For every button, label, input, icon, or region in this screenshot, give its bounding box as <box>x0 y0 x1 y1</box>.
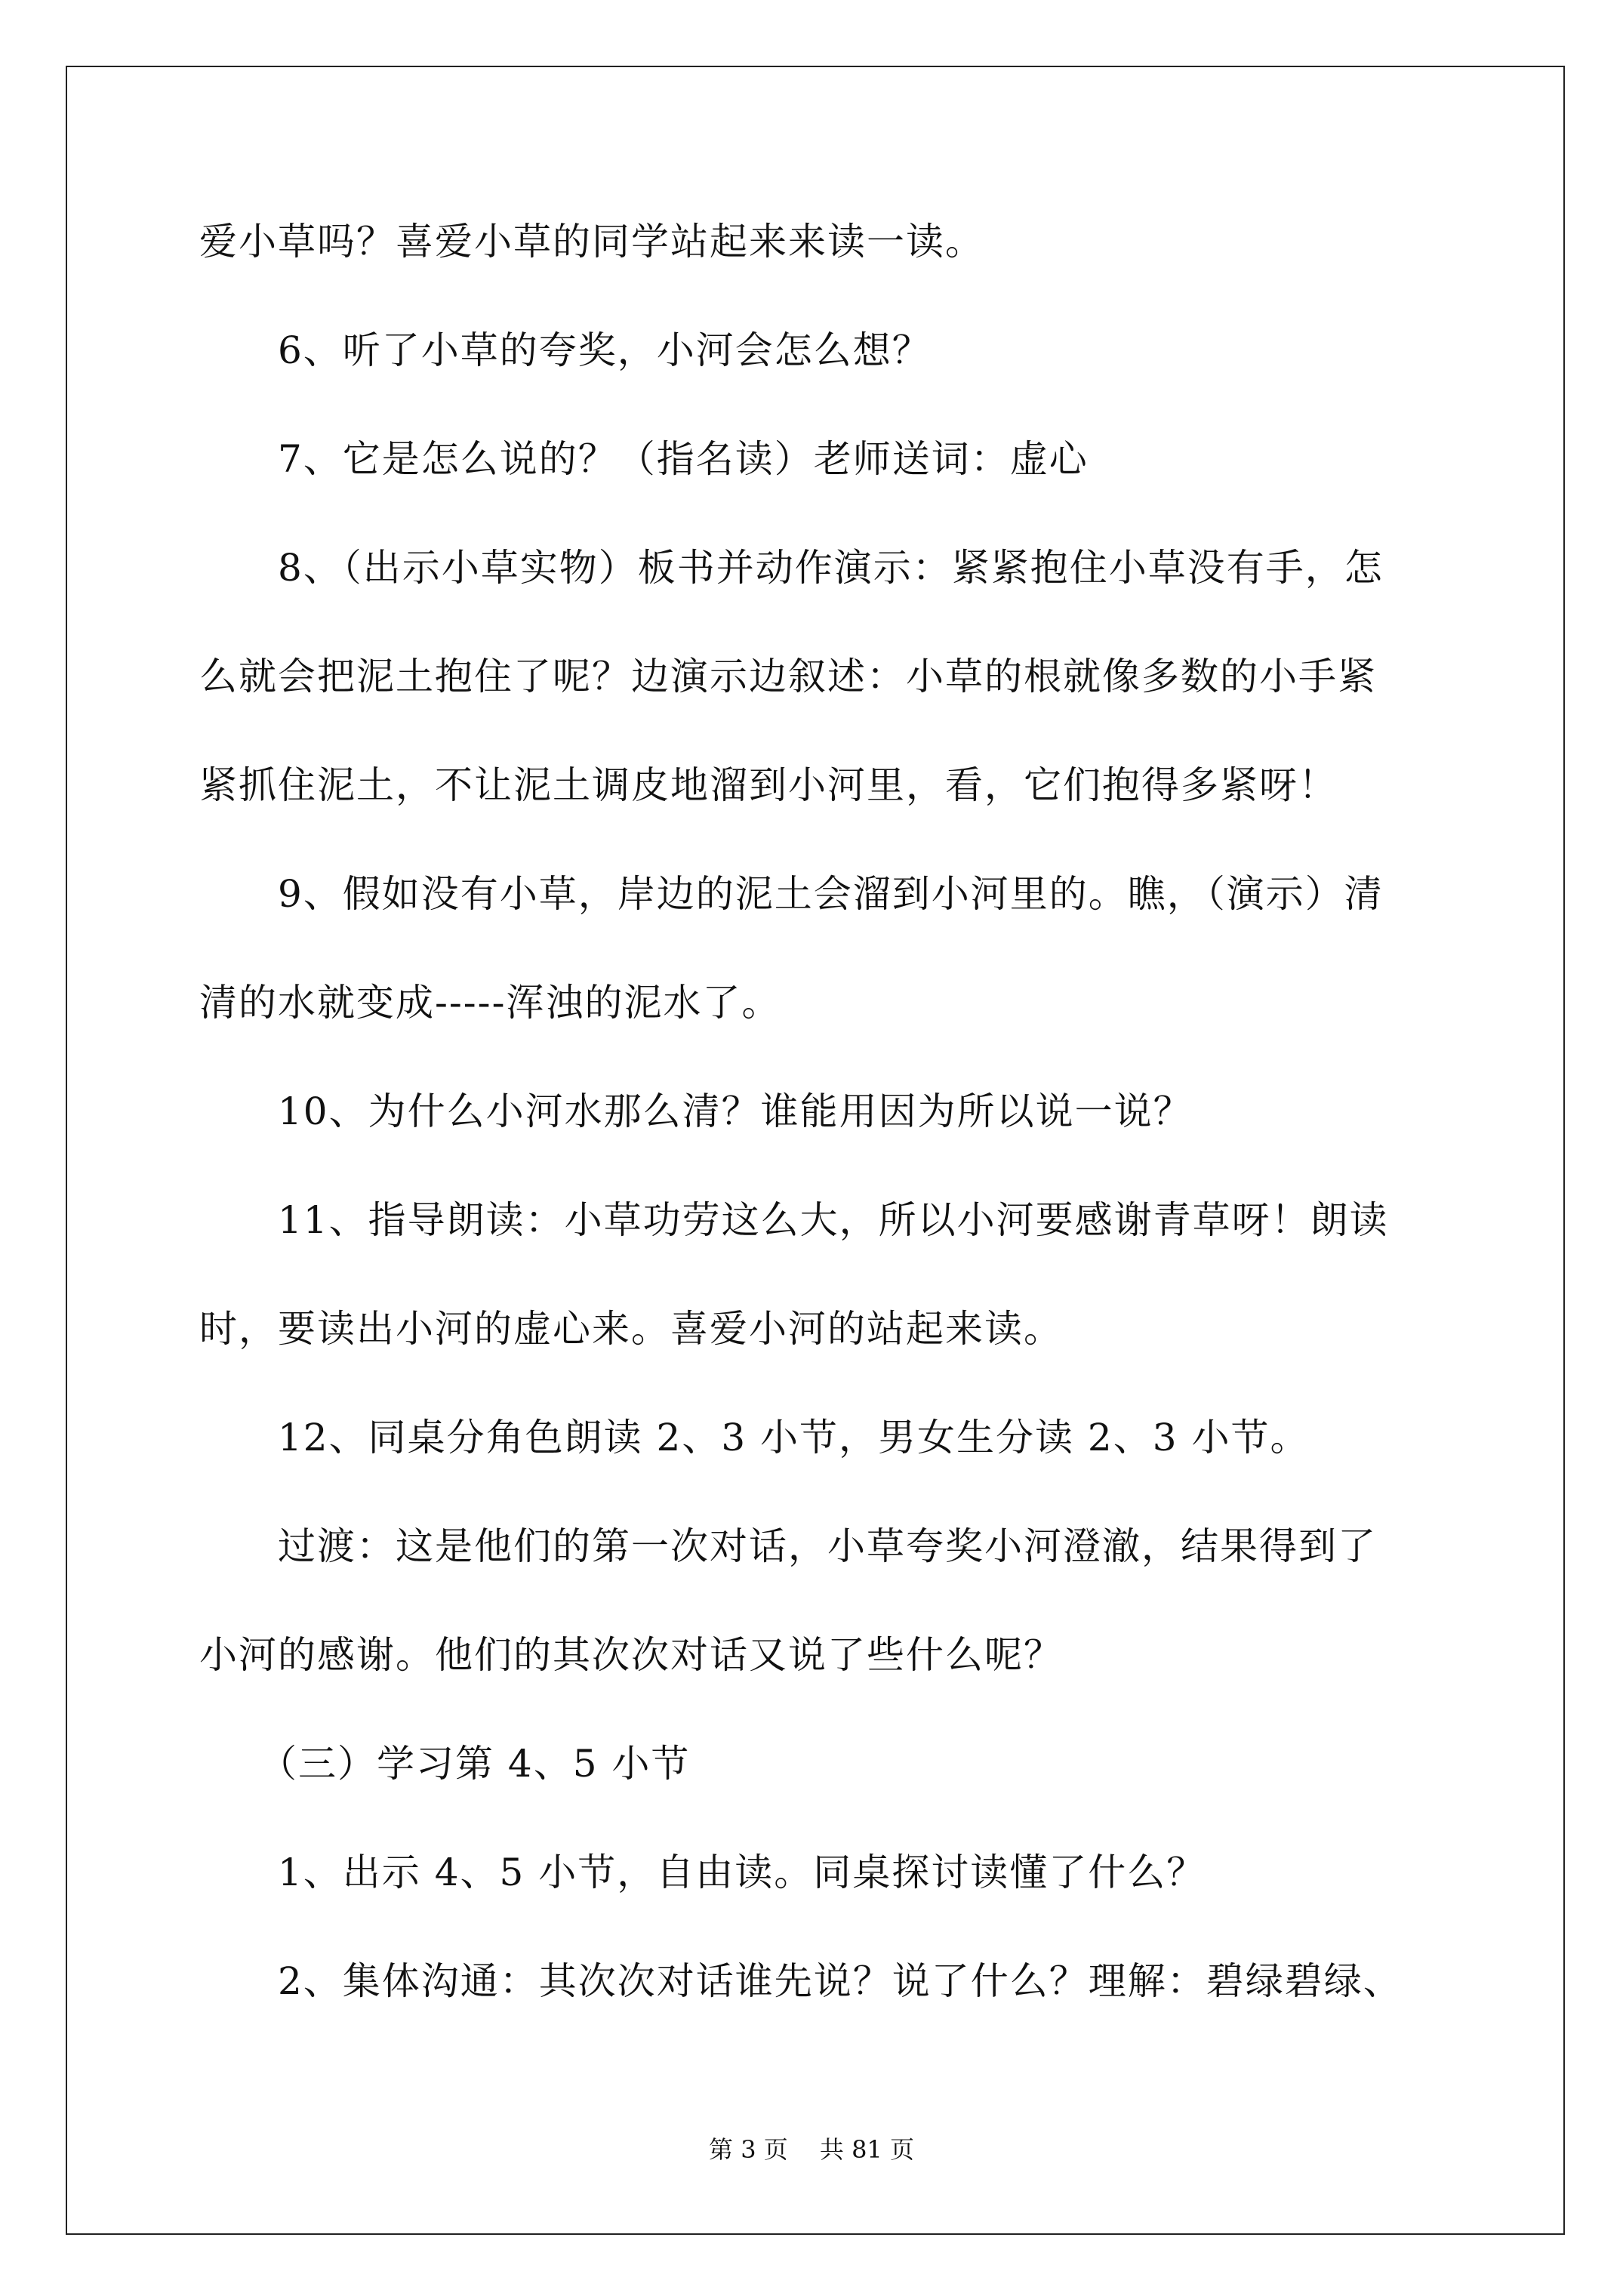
text-line: 爱小草吗？喜爱小草的同学站起来来读一读。 <box>199 220 984 264</box>
text-line: 小河的感谢。他们的其次次对话又说了些什么呢？ <box>199 1633 1063 1677</box>
text-line: 时，要读出小河的虚心来。喜爱小河的站起来读。 <box>199 1307 1063 1351</box>
text-line: 1、出示 4、5 小节，自由读。同桌探讨读懂了什么？ <box>199 1851 1206 1894</box>
text-line: 7、它是怎么说的？（指名读）老师送词：虚心 <box>199 437 1089 481</box>
section-heading: （三）学习第 4、5 小节 <box>199 1742 691 1786</box>
text-line: 9、假如没有小草，岸边的泥土会溜到小河里的。瞧，（演示）清 <box>199 872 1384 916</box>
text-line: 11、指导朗读：小草功劳这么大，所以小河要感谢青草呀！朗读 <box>199 1198 1389 1242</box>
text-line: 么就会把泥土抱住了呢？边演示边叙述：小草的根就像多数的小手紧 <box>199 655 1377 698</box>
text-line: 8、（出示小草实物）板书并动作演示：紧紧抱住小草没有手，怎 <box>199 546 1384 590</box>
text-line: 过渡：这是他们的第一次对话，小草夸奖小河澄澈，结果得到了 <box>199 1524 1377 1568</box>
text-line: 10、为什么小河水那么清？谁能用因为所以说一说？ <box>199 1089 1193 1133</box>
page-border <box>66 66 1565 2235</box>
page-number-footer: 第 3 页 共 81 页 <box>709 2135 914 2164</box>
text-line: 紧抓住泥土，不让泥土调皮地溜到小河里，看，它们抱得多紧呀！ <box>199 763 1338 807</box>
text-line: 2、集体沟通：其次次对话谁先说？说了什么？理解：碧绿碧绿、 <box>199 1959 1403 2003</box>
text-line: 6、听了小草的夸奖，小河会怎么想？ <box>199 328 932 372</box>
text-line: 12、同桌分角色朗读 2、3 小节，男女生分读 2、3 小节。 <box>199 1416 1310 1459</box>
text-line: 清的水就变成-----浑浊的泥水了。 <box>199 981 781 1025</box>
